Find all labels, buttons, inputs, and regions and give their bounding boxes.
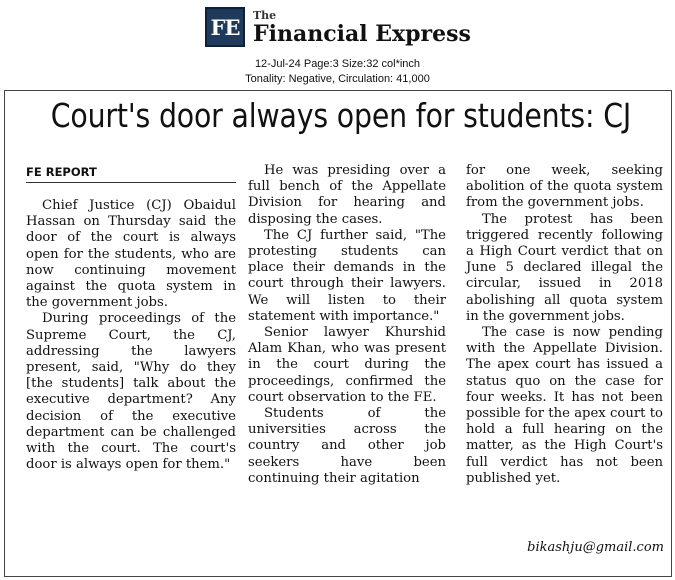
clip-meta-line1: 12-Jul-24 Page:3 Size:32 col*inch (254, 58, 421, 70)
paragraph: Students of the universities across the country and other job seekers have been continuing their agitation (248, 406, 446, 486)
article-column-3 (466, 163, 663, 487)
byline: FE REPORT (26, 165, 97, 179)
author-email: bikashju@gmail.com (527, 540, 664, 555)
paragraph: He was presiding over a full bench of the Appellate Division for hearing and disposing the cases. (248, 163, 446, 227)
article-column-1 (26, 198, 236, 473)
masthead (205, 4, 471, 50)
clip-meta-line2: Tonality: Negative, Circulation: 41,000 (245, 73, 430, 85)
paragraph: The case is now pending with the Appellate Division. The apex court has issued a status quo on the case for four weeks. It has not been possible for the apex court to hold a full hearing on the matter, as the High Court's full verdict has not been published yet. (466, 325, 663, 486)
byline-rule (26, 182, 236, 183)
brand-the: The (253, 8, 277, 22)
paragraph: for one week, seeking abolition of the quota system from the government jobs. (466, 163, 663, 211)
paragraph: During proceedings of the Supreme Court, the CJ, addressing the lawyers present, said, "Why do they [the students] talk about the executive department? Any decision of the executive department can be challenged with the court. The court's door is always open for them." (26, 311, 236, 473)
headline: Court's door always open for students: CJ (50, 96, 632, 135)
fe-logo-icon: FE (205, 7, 245, 47)
brand (253, 10, 471, 45)
newspaper-name: Financial Express (253, 20, 471, 47)
article-column-2 (248, 163, 446, 487)
paragraph: Chief Justice (CJ) Obaidul Hassan on Thursday said the door of the court is always open for the students, who are now continuing movement against the quota system in the government jobs. (26, 198, 236, 311)
paragraph: The protest has been triggered recently following a High Court verdict that on June 5 declared illegal the circular, issued in 2018 abolishing all quota system in the government jobs. (466, 211, 663, 324)
paragraph: The CJ further said, "The protesting students can place their demands in the court through their lawyers. We will listen to their statement with importance." (248, 227, 446, 324)
paragraph: Senior lawyer Khurshid Alam Khan, who was present in the court during the proceedings, confirmed the court observation to the FE. (248, 325, 446, 405)
